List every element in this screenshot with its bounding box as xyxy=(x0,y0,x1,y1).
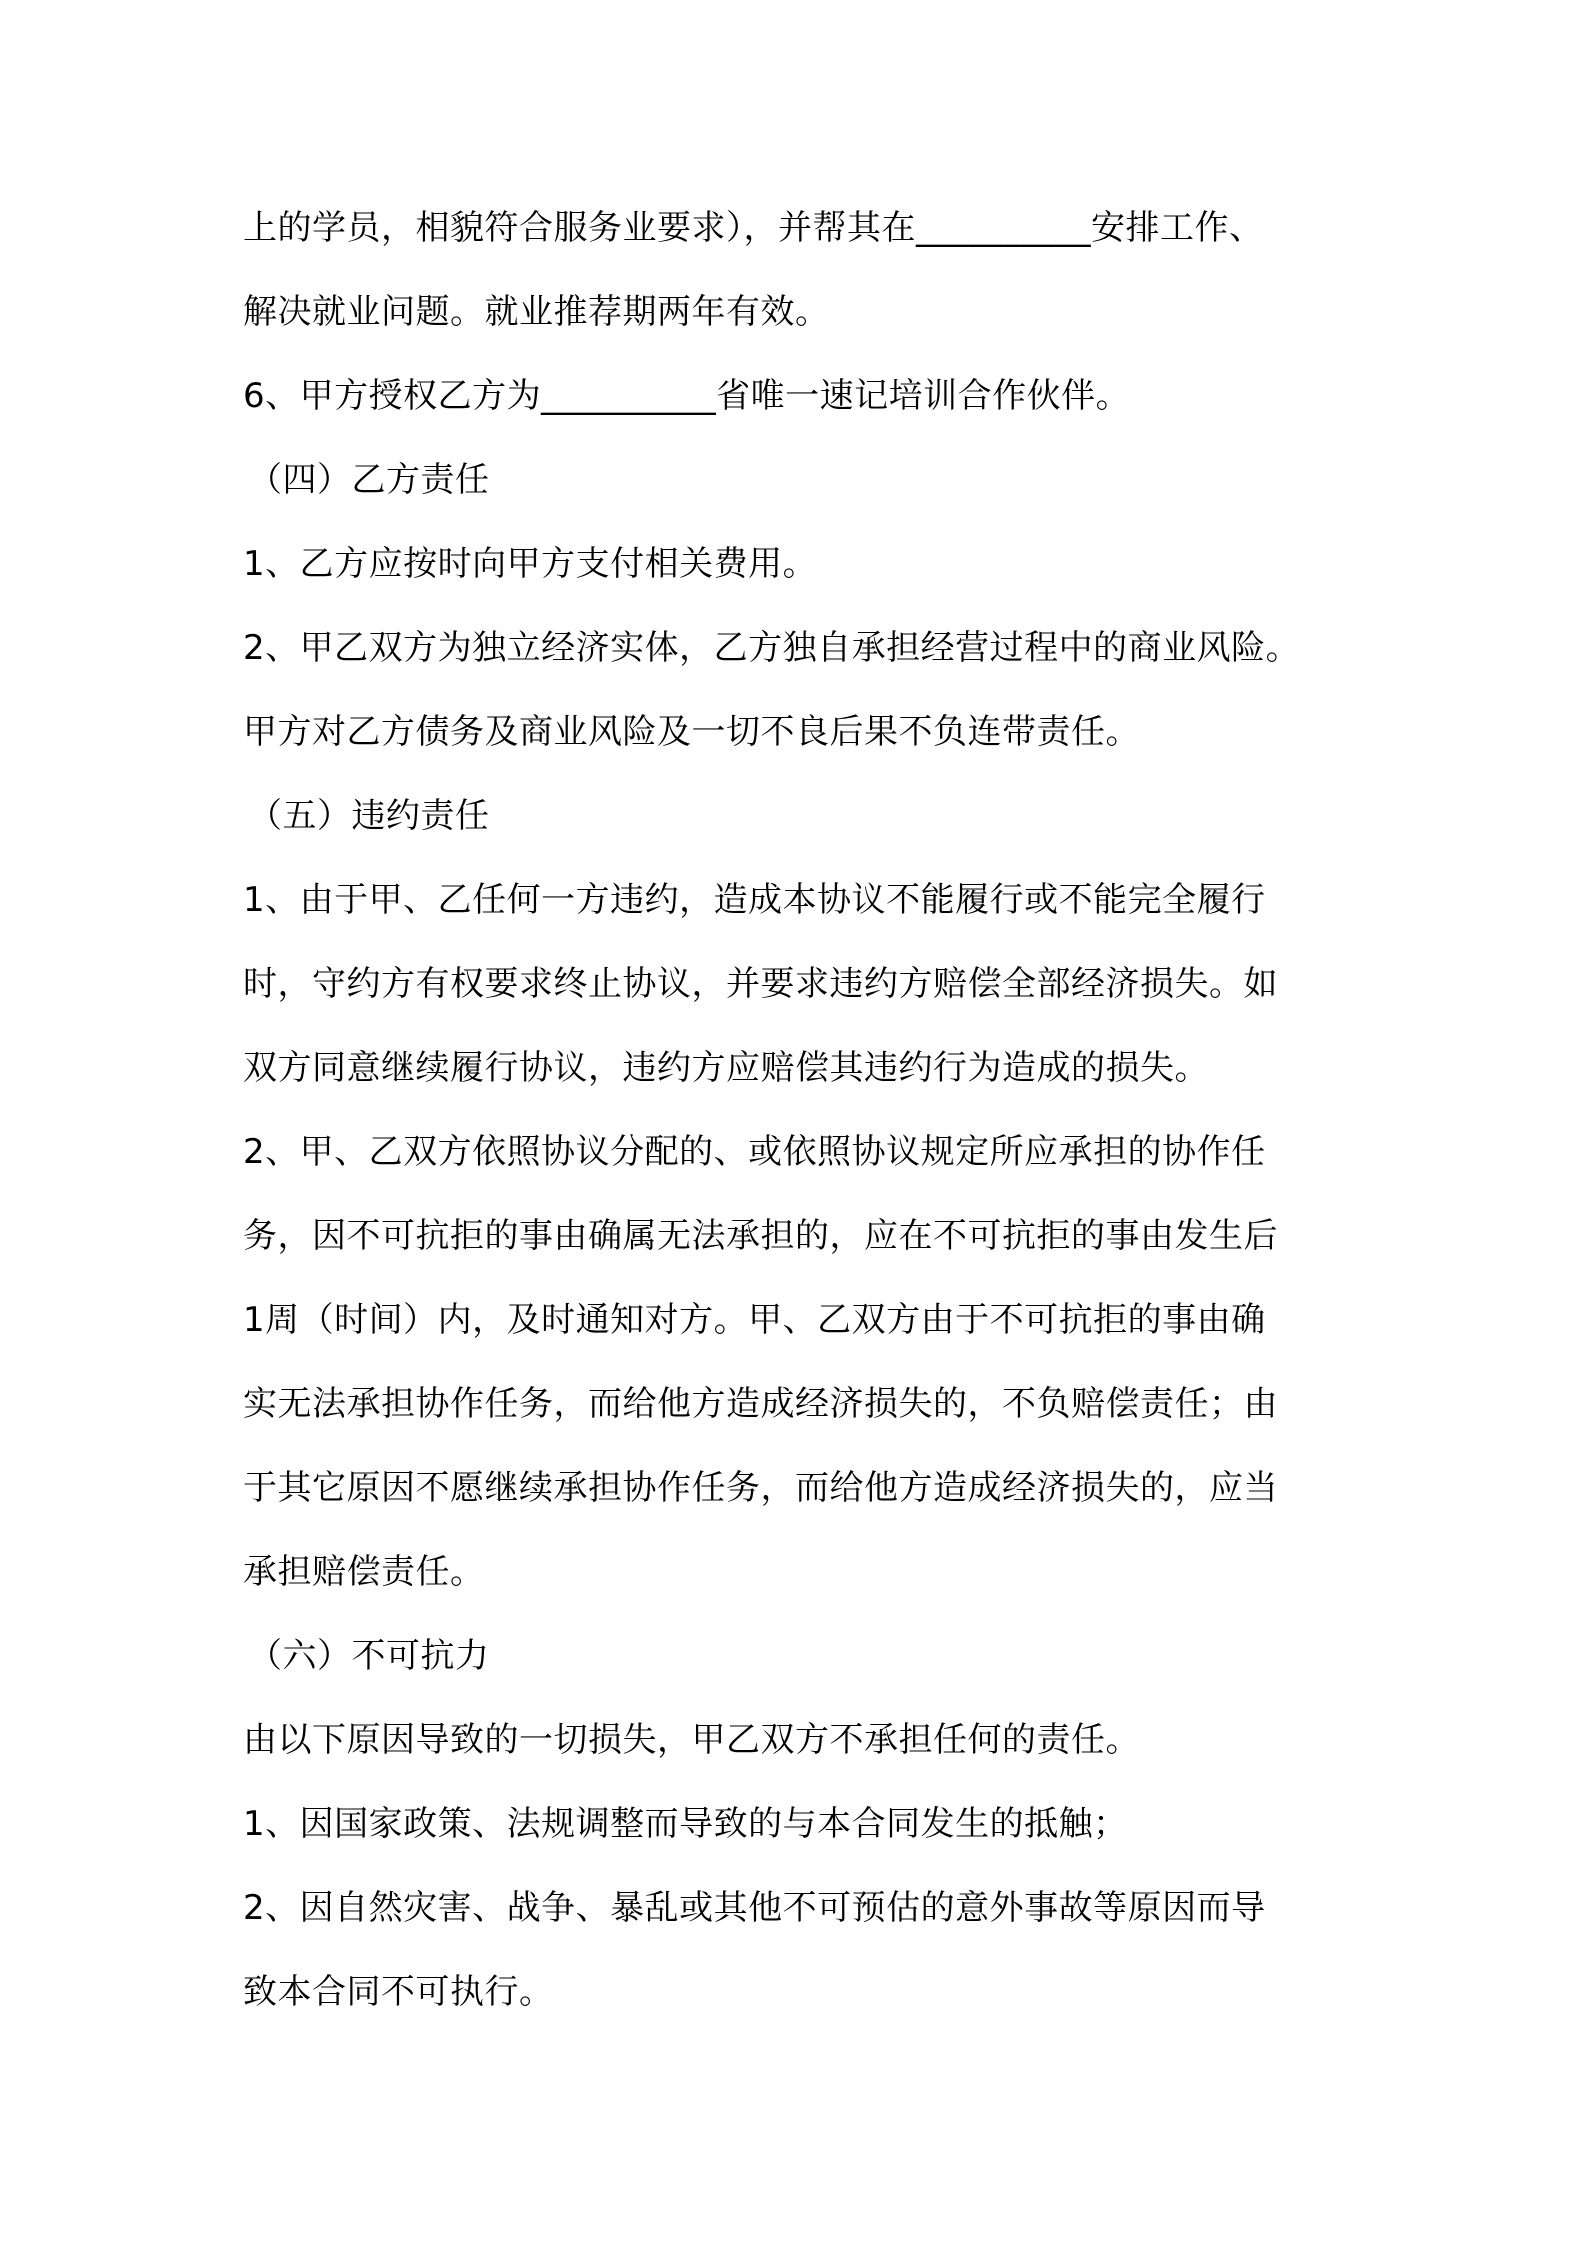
section-heading: （五）违约责任 xyxy=(248,796,490,836)
paragraph-line: 解决就业问题。就业推荐期两年有效。 xyxy=(243,292,830,332)
paragraph-line: 2、因自然灾害、战争、暴乱或其他不可预估的意外事故等原因而导 xyxy=(243,1888,1266,1928)
paragraph-line: 致本合同不可执行。 xyxy=(243,1972,554,2012)
paragraph-line: 2、甲乙双方为独立经济实体，乙方独自承担经营过程中的商业风险。 xyxy=(243,628,1301,668)
paragraph-line: 2、甲、乙双方依照协议分配的、或依照协议规定所应承担的协作任 xyxy=(243,1132,1266,1172)
paragraph-line: 1、乙方应按时向甲方支付相关费用。 xyxy=(243,544,818,584)
paragraph-line: 由以下原因导致的一切损失，甲乙双方不承担任何的责任。 xyxy=(243,1720,1140,1760)
paragraph-line: 双方同意继续履行协议，违约方应赔偿其违约行为造成的损失。 xyxy=(243,1048,1209,1088)
paragraph-line: 于其它原因不愿继续承担协作任务，而给他方造成经济损失的，应当 xyxy=(243,1468,1278,1508)
paragraph-line: 6、甲方授权乙方为__________省唯一速记培训合作伙伴。 xyxy=(243,376,1131,416)
paragraph-line: 务，因不可抗拒的事由确属无法承担的，应在不可抗拒的事由发生后 xyxy=(243,1216,1278,1256)
paragraph-line: 上的学员，相貌符合服务业要求），并帮其在__________安排工作、 xyxy=(243,208,1264,248)
paragraph-line: 实无法承担协作任务，而给他方造成经济损失的，不负赔偿责任；由 xyxy=(243,1384,1278,1424)
paragraph-line: 1、由于甲、乙任何一方违约，造成本协议不能履行或不能完全履行 xyxy=(243,880,1266,920)
paragraph-line: 甲方对乙方债务及商业风险及一切不良后果不负连带责任。 xyxy=(243,712,1140,752)
section-heading: （四）乙方责任 xyxy=(248,460,490,500)
section-heading: （六）不可抗力 xyxy=(248,1636,490,1676)
paragraph-line: 承担赔偿责任。 xyxy=(243,1552,485,1592)
paragraph-line: 时，守约方有权要求终止协议，并要求违约方赔偿全部经济损失。如 xyxy=(243,964,1278,1004)
paragraph-line: 1、因国家政策、法规调整而导致的与本合同发生的抵触； xyxy=(243,1804,1128,1844)
paragraph-line: 1周（时间）内，及时通知对方。甲、乙双方由于不可抗拒的事由确 xyxy=(243,1300,1266,1340)
